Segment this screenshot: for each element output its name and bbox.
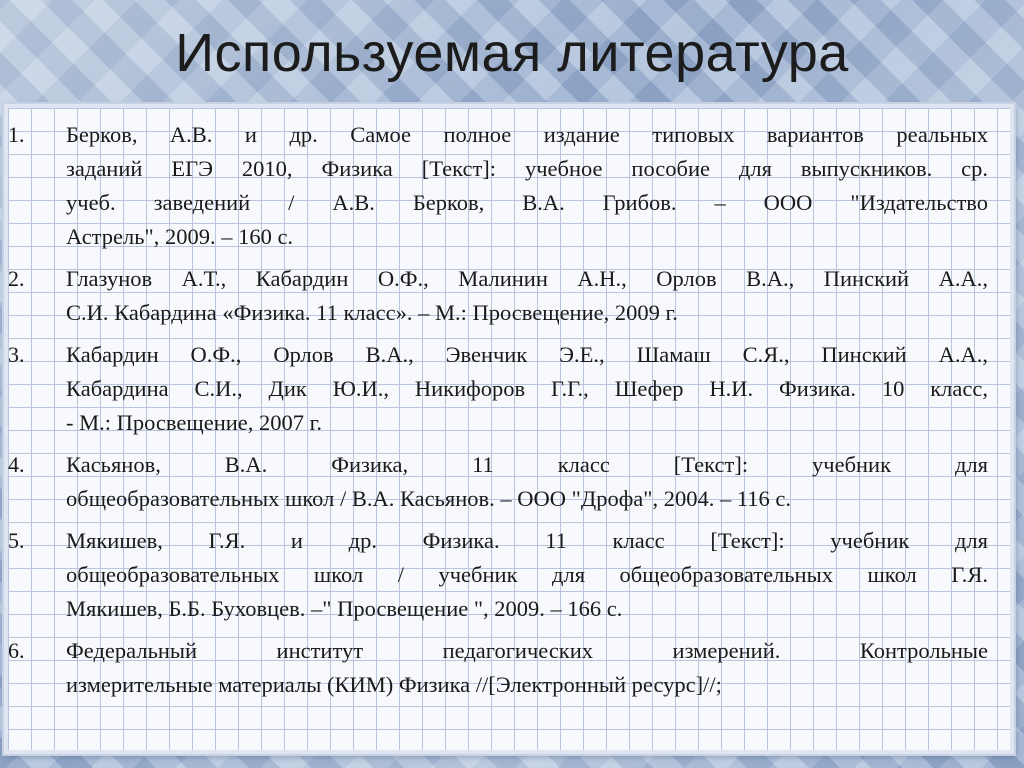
reference-item [0, 338, 1010, 440]
slide-title: Используемая литература [175, 23, 849, 83]
reference-item [0, 634, 1010, 702]
reference-text [66, 448, 1010, 516]
reference-number: 6. [8, 638, 25, 663]
reference-list [0, 118, 1010, 710]
reference-text [66, 118, 1010, 254]
reference-line: Касьянов, В.А. Физика, 11 класс [Текст]: учебник для [66, 452, 988, 477]
reference-line: общеобразовательных школ / учебник для общеобразовательных школ Г.Я. [66, 562, 988, 587]
reference-line: измерительные материалы (КИМ) Физика //[Электронный ресурс]//; [66, 672, 722, 697]
reference-number: 2. [8, 266, 25, 291]
reference-line: - М.: Просвещение, 2007 г. [66, 410, 322, 435]
reference-item [0, 524, 1010, 626]
reference-line: учеб. заведений / А.В. Берков, В.А. Грибов. – ООО "Издательство [66, 190, 988, 215]
reference-line: Мякишев, Б.Б. Буховцев. –" Просвещение ", 2009. – 166 с. [66, 596, 623, 621]
reference-text [66, 338, 1010, 440]
reference-number: 1. [8, 122, 25, 147]
reference-line: Федеральный институт педагогических измерений. Контрольные [66, 638, 988, 663]
reference-number: 3. [8, 342, 25, 367]
reference-item [0, 448, 1010, 516]
reference-line: общеобразовательных школ / В.А. Касьянов. – ООО "Дрофа", 2004. – 116 с. [66, 486, 791, 511]
reference-line: Глазунов А.Т., Кабардин О.Ф., Малинин А.Н., Орлов В.А., Пинский А.А., [66, 266, 988, 291]
reference-item [0, 118, 1010, 254]
reference-line: С.И. Кабардина «Физика. 11 класс». – М.: Просвещение, 2009 г. [66, 300, 678, 325]
reference-number: 5. [8, 528, 25, 553]
reference-item [0, 262, 1010, 330]
reference-line: Кабардин О.Ф., Орлов В.А., Эвенчик Э.Е., Шамаш С.Я., Пинский А.А., [66, 342, 988, 367]
reference-text [66, 524, 1010, 626]
reference-number: 4. [8, 452, 25, 477]
reference-line: Астрель", 2009. – 160 с. [66, 224, 294, 249]
reference-text [66, 634, 1010, 702]
reference-line: Кабардина С.И., Дик Ю.И., Никифоров Г.Г., Шефер Н.И. Физика. 10 класс, [66, 376, 988, 401]
reference-line: Мякишев, Г.Я. и др. Физика. 11 класс [Текст]: учебник для [66, 528, 988, 553]
reference-line: заданий ЕГЭ 2010, Физика [Текст]: учебное пособие для выпускников. ср. [66, 156, 988, 181]
reference-text [66, 262, 1010, 330]
reference-line: Берков, А.В. и др. Самое полное издание типовых вариантов реальных [66, 122, 988, 147]
